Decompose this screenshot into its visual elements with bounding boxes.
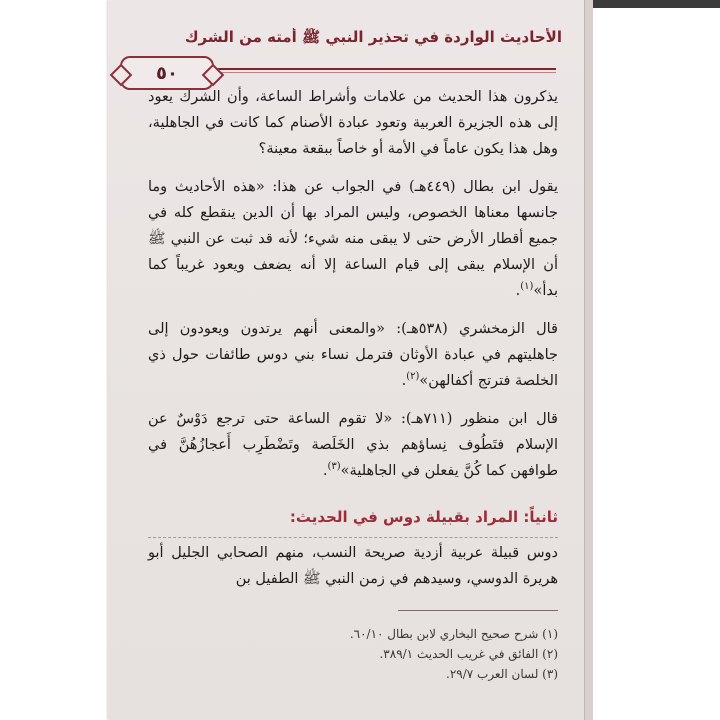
footnote-1: (١) شرح صحيح البخاري لابن بطال ٦٠/١٠. (349, 627, 558, 641)
paragraph-3-text: قال الزمخشري (٥٣٨هـ): «والمعنى أنهم يرتدون ويعودون إلى جاهليتهم في عبادة الأوثان فترمل نساء بني دوس طائفات حول ذي الخلصة فترتج أكفالهن» (148, 321, 558, 389)
footnote-ref-1: (١) (520, 281, 534, 293)
paragraph-1 (148, 84, 558, 162)
footnotes (148, 624, 558, 684)
paragraph-2: يقول ابن بطال (٤٤٩هـ) في الجواب عن هذا: «هذه الأحاديث وما جانسها معناها الخصوص، وليس المراد بها أن الدين ينقطع كله في جميع أقطار الأرض حتى لا يبقى منه شيء؛ لأنه قد ثبت عن النبي ﷺ أن الإسلام يبقى إلى قيام الساعة إلا أنه يضعف ويعود غريباً كما بدأ»$^{(١)}$. (148, 179, 558, 299)
paragraph-4-text: قال ابن منظور (٧١١هـ): «لا تقوم الساعة حتى ترجع دَوْسٌ عن الإسلام فتَطُوف نِساؤهم بذي الخَلَصة وتَضْطَرِب أَعجازُهُنَّ في طوافهن كما كُنَّ يفعلن في الجاهلية» (148, 411, 558, 479)
paragraph-3: قال الزمخشري (٥٣٨هـ): «والمعنى أنهم يرتدون ويعودون إلى جاهليتهم في عبادة الأوثان فترمل نساء بني دوس طائفات حول ذي الخلصة فترتج أكفالهن»$^{(٢)}$. (148, 321, 558, 389)
page-edge (584, 0, 593, 720)
section-heading: ثانياً: المراد بقبيلة دوس في الحديث: (148, 504, 558, 530)
main-text (148, 84, 558, 604)
footnote-2: (٢) الفائق في غريب الحديث ٣٨٩/١. (379, 647, 558, 661)
section-text (148, 540, 558, 592)
page-header-title: الأحاديث الواردة في تحذير النبي ﷺ أمته من الشرك (184, 28, 562, 46)
book-page (108, 0, 590, 720)
paragraph-1-text: يذكرون هذا الحديث من علامات وأشراط الساعة، وأن الشرك يعود إلى هذه الجزيرة العربية وتعود عبادة الأصنام كما كانت في الجاهلية، وهل هذا يكون عاماً في الأمة أو خاصاً ببقعة معينة؟ (148, 89, 558, 157)
footnote-ref-2: (٢) (406, 371, 420, 383)
section-text-content: دوس قبيلة عربية أزدية صريحة النسب، منهم الصحابي الجليل أبو هريرة الدوسي، وسيدهم في زمن النبي ﷺ الطفيل بن (148, 545, 558, 587)
footnote-3: (٣) لسان العرب ٢٩/٧. (445, 667, 558, 681)
footnote-rule (398, 610, 558, 611)
paragraph-2-text: يقول ابن بطال (٤٤٩هـ) في الجواب عن هذا: «هذه الأحاديث وما جانسها معناها الخصوص، وليس المراد بها أن الدين ينقطع كله في جميع أقطار الأرض حتى لا يبقى منه شيء؛ لأنه قد ثبت عن النبي ﷺ أن الإسلام يبقى إلى قيام الساعة إلا أنه يضعف ويعود غريباً كما بدأ» (148, 179, 558, 299)
footnote-ref-3: (٣) (327, 461, 341, 473)
paragraph-4: قال ابن منظور (٧١١هـ): «لا تقوم الساعة حتى ترجع دَوْسٌ عن الإسلام فتَطُوف نِساؤهم بذي الخَلَصة وتَضْطَرِب أَعجازُهُنَّ في طوافهن كما كُنَّ يفعلن في الجاهلية»$^{(٣)}$. (148, 411, 558, 479)
page-number: ٥٠ (156, 62, 178, 84)
section-gap (148, 496, 558, 504)
background-edge (580, 0, 720, 8)
